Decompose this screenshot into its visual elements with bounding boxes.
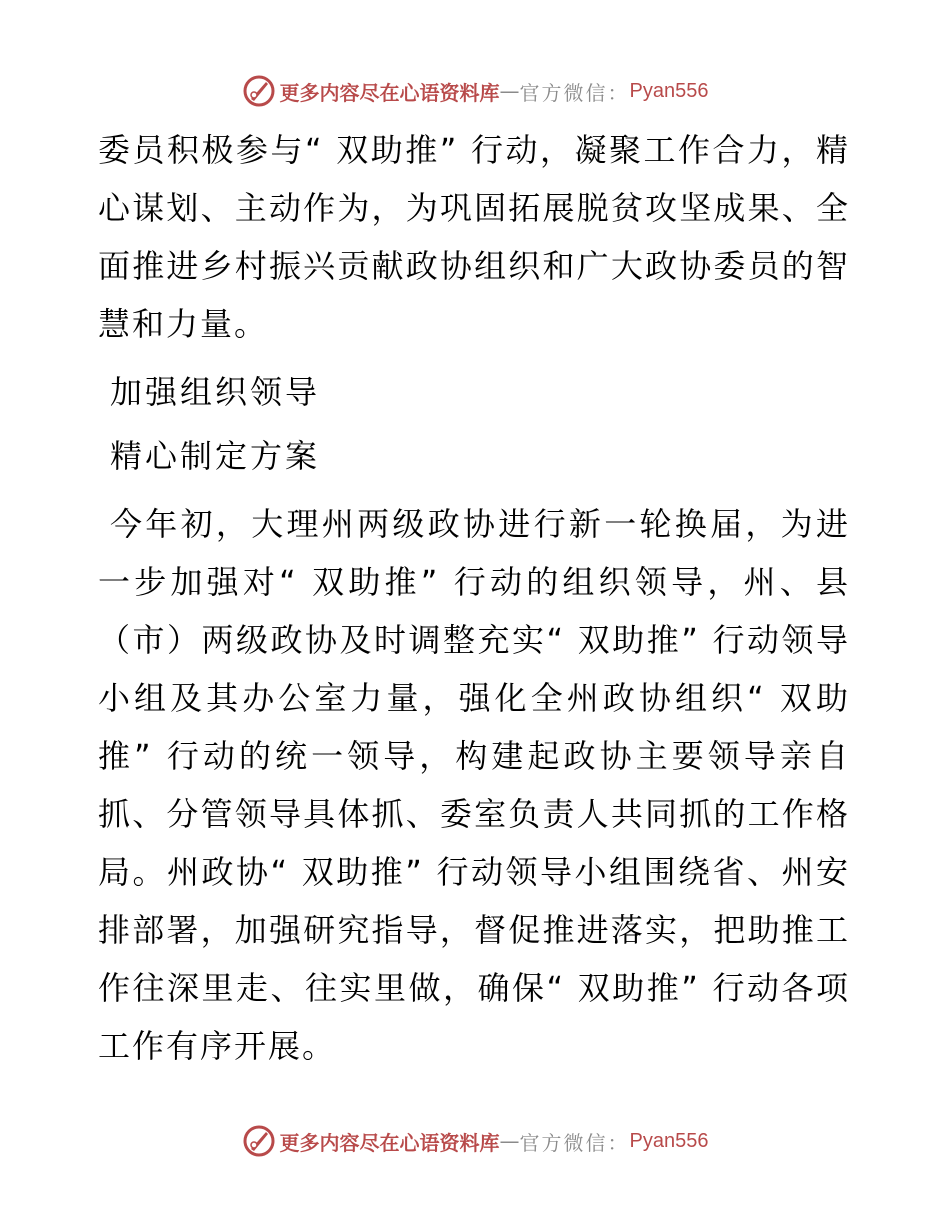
section-heading-1: 加强组织领导 <box>110 373 321 411</box>
watermark-wechat-id: Pyan556 <box>629 1129 709 1152</box>
watermark-header <box>0 71 950 111</box>
watermark-dash: — <box>499 79 520 103</box>
watermark-wechat-id: Pyan556 <box>629 79 709 102</box>
paragraph-body: 今年初，大理州两级政协进行新一轮换届，为进一步加强对“ 双助推” 行动的组织领导，州、县（市）两级政协及时调整充实“ 双助推” 行动领导小组及其办公室力量，强化全州政协组织“ 双助推” 行动的统一领导，构建起政协主要领导亲自抓、分管领导具体抓、委室负责人共同抓的工作格局。州政协“ 双助推” 行动领导小组围绕省、州安排部署，加强研究指导，督促推进落实，把助推工作往深里走、往实里做，确保“ 双助推” 行动各项工作有序开展。 <box>98 505 850 1065</box>
watermark-footer <box>0 1121 950 1161</box>
watermark-site-text: 更多内容尽在心语资料库 <box>279 1130 500 1155</box>
watermark-site-text: 更多内容尽在心语资料库 <box>279 80 500 105</box>
paragraph-intro: 委员积极参与“ 双助推” 行动，凝聚工作合力，精心谋划、主动作为，为巩固拓展脱贫攻坚成果、全面推进乡村振兴贡献政协组织和广大政协委员的智慧和力量。 <box>98 131 850 343</box>
quill-logo-icon <box>242 1124 276 1158</box>
watermark-dash: — <box>499 1129 520 1153</box>
section-heading-2: 精心制定方案 <box>110 437 321 475</box>
document-body <box>98 121 850 1075</box>
watermark-official-label: 官方微信： <box>519 80 630 105</box>
watermark-official-label: 官方微信： <box>519 1130 630 1155</box>
quill-logo-icon <box>242 74 276 108</box>
